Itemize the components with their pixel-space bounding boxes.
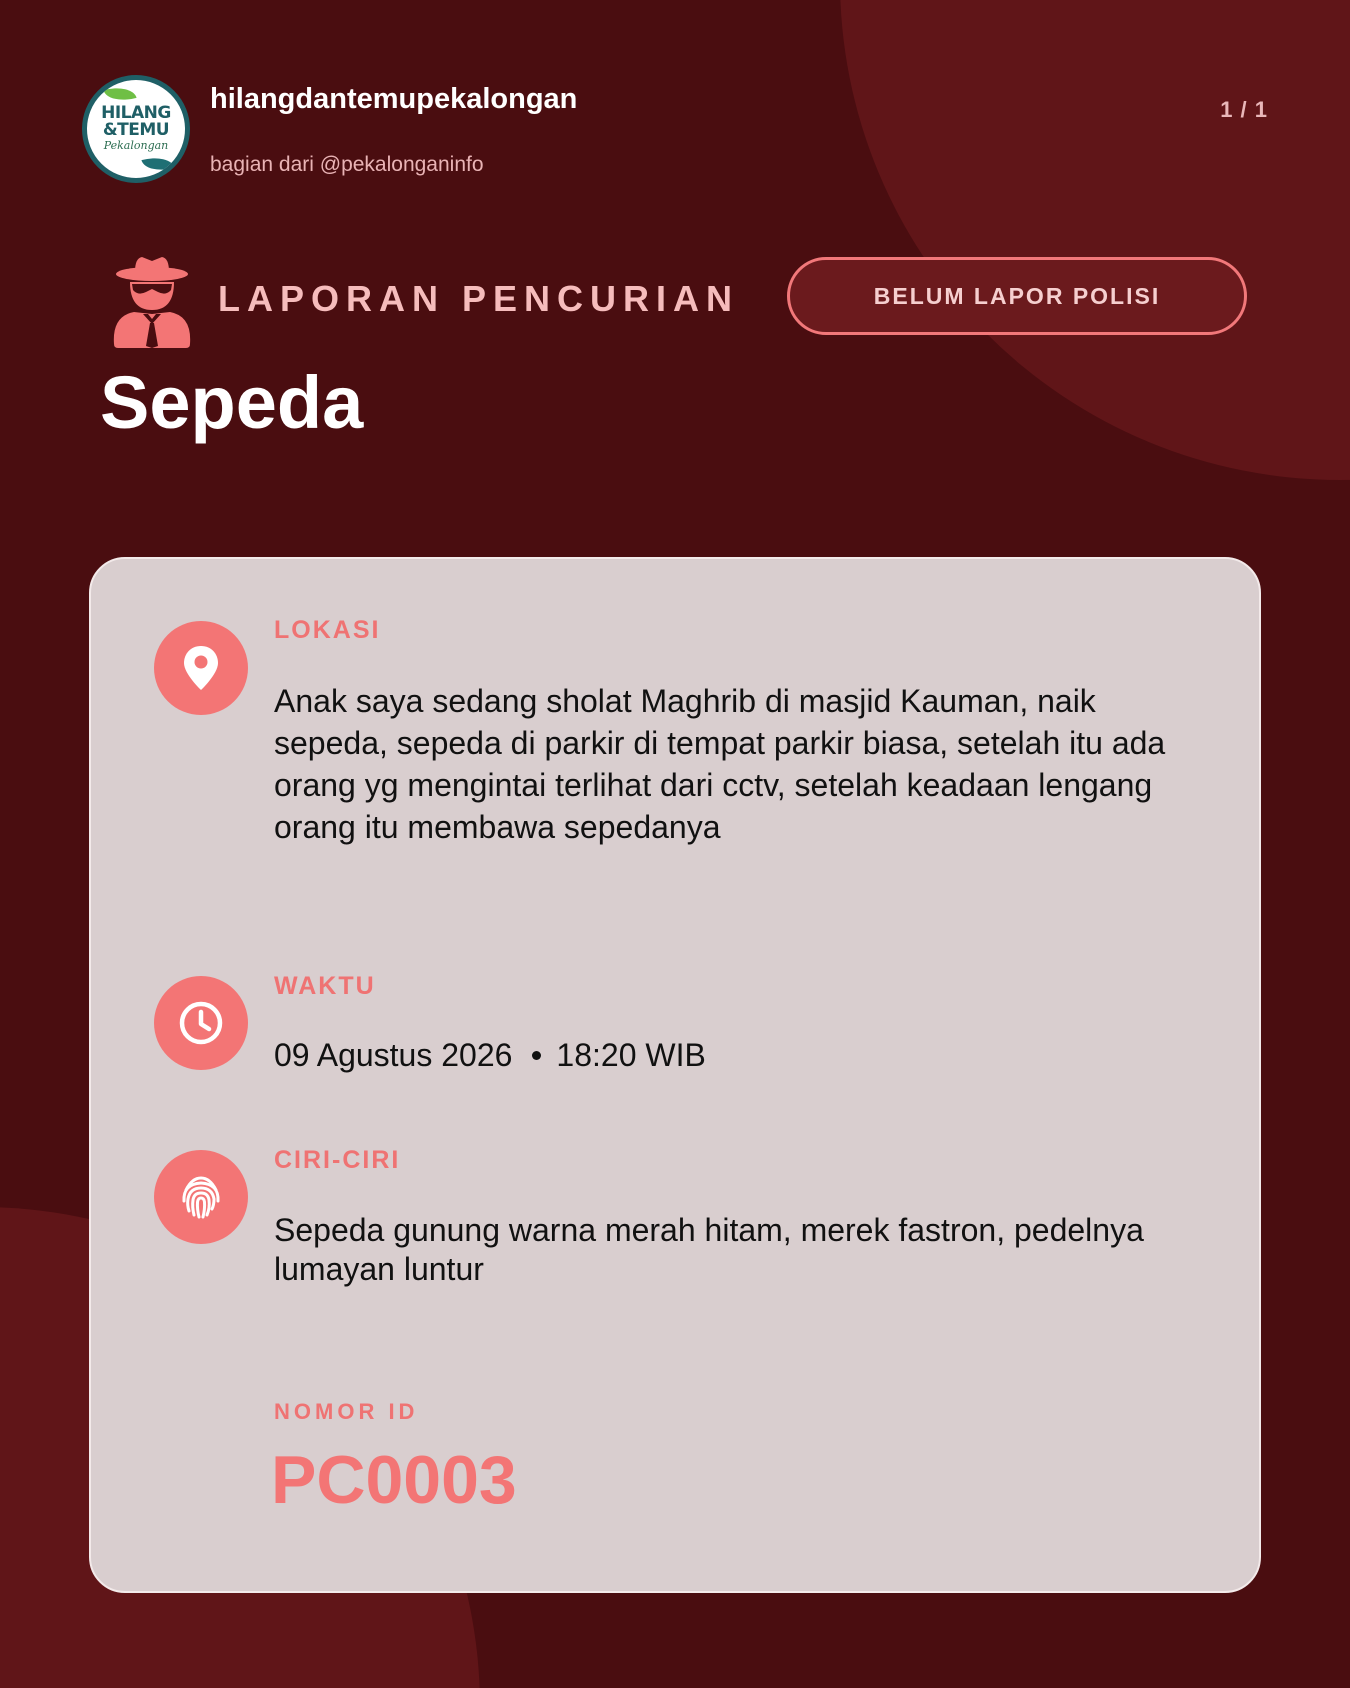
leaf-icon — [141, 152, 174, 175]
location-icon-circle — [154, 621, 248, 715]
time-label: WAKTU — [274, 972, 376, 1000]
date-text: 09 Agustus 2026 — [274, 1037, 513, 1073]
logo-text-line3: Pekalongan — [103, 139, 169, 152]
id-value: PC0003 — [271, 1442, 517, 1518]
time-icon-circle — [154, 976, 248, 1070]
features-label: CIRI-CIRI — [274, 1146, 401, 1174]
clock-text: 18:20 WIB — [556, 1037, 706, 1073]
report-category: LAPORAN PENCURIAN — [218, 278, 740, 319]
account-name[interactable]: hilangdantemupekalongan — [210, 83, 578, 115]
details-card — [89, 557, 1261, 1593]
features-text: Sepeda gunung warna merah hitam, merek fastron, pedelnya lumayan luntur — [274, 1212, 1144, 1287]
time-value — [274, 1034, 1174, 1076]
fingerprint-icon — [177, 1173, 225, 1221]
location-text: Anak saya sedang sholat Maghrib di masjid Kauman, naik sepeda, sepeda di parkir di tempat parkir biasa, setelah itu ada orang yg mengintai terlihat dari cctv, setelah keadaan lengang orang itu membawa sepedanya — [274, 683, 1166, 845]
thief-icon — [110, 252, 194, 348]
account-logo[interactable] — [82, 75, 190, 183]
id-label: NOMOR ID — [274, 1399, 419, 1424]
clock-icon — [178, 1000, 224, 1046]
report-header — [110, 252, 1250, 352]
post-header — [82, 75, 1268, 185]
logo-text-line1: HILANG — [101, 103, 171, 123]
account-subtitle: bagian dari @pekalonganinfo — [210, 153, 484, 176]
page-counter: 1 / 1 — [1220, 97, 1268, 122]
item-title: Sepeda — [100, 361, 364, 444]
features-icon-circle — [154, 1150, 248, 1244]
separator-dot — [532, 1051, 541, 1060]
map-pin-icon — [181, 644, 221, 692]
logo-text-line2: &TEMU — [102, 120, 170, 140]
police-status-badge: BELUM LAPOR POLISI — [787, 257, 1247, 335]
background-circle-top — [840, 0, 1350, 480]
location-label: LOKASI — [274, 616, 381, 644]
